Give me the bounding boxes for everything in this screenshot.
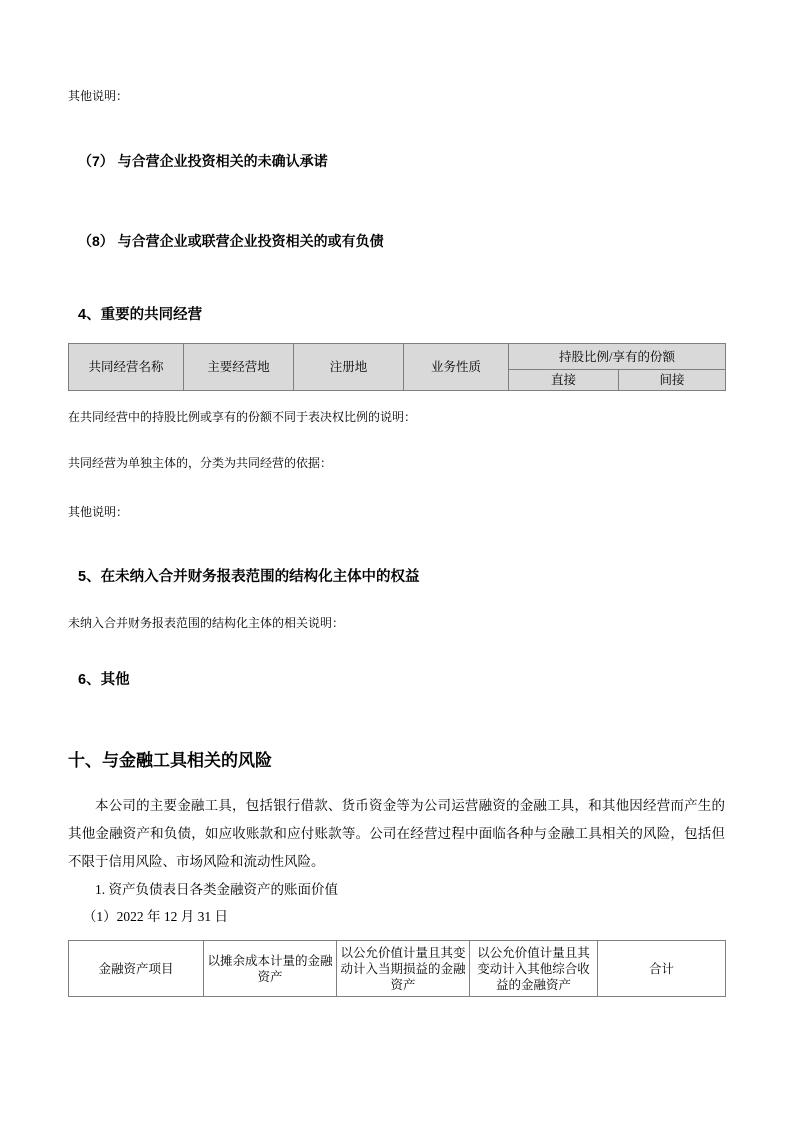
- other-note-top: 其他说明：: [68, 89, 129, 103]
- sub-heading-book-value: 1. 资产负债表日各类金融资产的账面价值: [95, 882, 338, 897]
- heading-contingent-liabilities: （8） 与合营企业或联营企业投资相关的或有负债: [78, 233, 384, 249]
- heading-unrecognized-commitments: （7） 与合营企业投资相关的未确认承诺: [78, 153, 328, 169]
- joint-table-header-registered-place: 注册地: [294, 344, 404, 391]
- assets-table-header-fvtpl: 以公允价值计量且其变动计入当期损益的金融资产: [337, 941, 470, 997]
- note-voting-ratio: 在共同经营中的持股比例或享有的份额不同于表决权比例的说明：: [68, 410, 417, 424]
- assets-table-header-item: 金融资产项目: [69, 941, 204, 997]
- joint-table-header-share-group: 持股比例/享有的份额: [509, 344, 726, 370]
- sub-heading-date: （1）2022 年 12 月 31 日: [82, 909, 228, 924]
- heading-financial-instrument-risk: 十、与金融工具相关的风险: [68, 751, 272, 770]
- assets-table-header-amortized-cost: 以摊余成本计量的金融资产: [204, 941, 337, 997]
- joint-operation-table: [68, 343, 726, 391]
- assets-table-header-total: 合计: [598, 941, 726, 997]
- joint-table-header-main-place: 主要经营地: [184, 344, 294, 391]
- joint-table-header-business-nature: 业务性质: [404, 344, 509, 391]
- assets-table-header-fvoci: 以公允价值计量且其变动计入其他综合收益的金融资产: [470, 941, 598, 997]
- heading-other: 6、其他: [78, 672, 130, 688]
- note-classification-basis: 共同经营为单独主体的，分类为共同经营的依据：: [68, 456, 333, 470]
- joint-table-header-name: 共同经营名称: [69, 344, 184, 391]
- heading-structured-entity: 5、在未纳入合并财务报表范围的结构化主体中的权益: [78, 569, 420, 585]
- note-structured-entity: 未纳入合并财务报表范围的结构化主体的相关说明：: [68, 616, 345, 630]
- financial-assets-table: [68, 940, 726, 997]
- risk-paragraph: 本公司的主要金融工具，包括银行借款、货币资金等为公司运营融资的金融工具，和其他因经营而产生的其他金融资产和负债，如应收账款和应付账款等。公司在经营过程中面临各种与金融工具相关的风险，包括但不限于信用风险、市场风险和流动性风险。: [68, 798, 725, 869]
- joint-table-header-direct: 直接: [509, 370, 619, 391]
- joint-table-header-indirect: 间接: [619, 370, 726, 391]
- heading-important-joint-operation: 4、重要的共同经营: [78, 307, 203, 323]
- other-note-mid: 其他说明：: [68, 505, 129, 519]
